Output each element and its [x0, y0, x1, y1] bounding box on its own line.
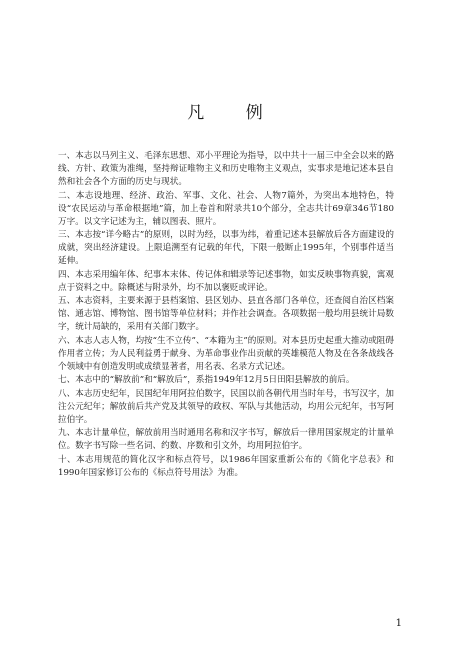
- paragraph: 一、本志以马列主义、毛泽东思想、邓小平理论为指导，以中共十一届三中全会以来的路线、方针、政策为准绳，坚持辩证唯物主义和历史唯物主义观点，实事求是地记述本县自然和社会各个方面的历史与现状。: [58, 151, 394, 187]
- paragraph: 九、本志计量单位，解放前用当时通用名称和汉字书写，解放后一律用国家规定的计量单位。数字书写除一些名词、约数、序数和引文外，均用阿拉伯字。: [58, 428, 394, 451]
- paragraph: 三、本志按“详今略古”的原则，以时为经，以事为纬，着重记述本县解放后各方面建设的成就，突出经济建设。上限追溯至有记载的年代，下限一般断止1995年，个别事件适当延伸。: [58, 230, 394, 266]
- paragraph: 五、本志资料，主要来源于县档案馆、县区划办、县直各部门各单位，还查阅自治区档案馆、通志馆、博物馆、图书馆等单位材料；并作社会调查。各项数据一般均用县统计局数字，统计局缺的，采用有关部门数字。: [58, 296, 394, 332]
- paragraph: 八、本志历史纪年，民国纪年用阿拉伯数字，民国以前各朝代用当时年号，书写汉字，加注公元纪年；解放前后共产党及其领导的政权、军队与其他活动，均用公元纪年，书写阿拉伯字。: [58, 388, 394, 425]
- paragraph: 二、本志设地理、经济、政治、军事、文化、社会、人物7篇外，为突出本地特色，特设“农民运动与革命根据地”篇，加上卷首和附录共10个部分，全志共计69章346节180万字。以文字记述为主，辅以图表、照片。: [58, 190, 394, 227]
- page-title: 凡 例: [187, 103, 281, 123]
- paragraph: 七、本志中的“解放前”和“解放后”，系指1949年12月5日田阳县解放的前后。: [58, 375, 355, 385]
- page-number: 1: [395, 618, 402, 629]
- document-body: [58, 150, 394, 480]
- paragraph: 四、本志采用编年体、纪事本末体、传记体和辑录等记述事物，如实反映事物真貌，寓观点于资料之中。除概述与附录外，均不加以褒贬或评论。: [58, 269, 394, 293]
- paragraph: 十、本志用规范的简化汉字和标点符号，以1986年国家重新公布的《简化字总表》和1990年国家修订公布的《标点符号用法》为准。: [58, 454, 394, 478]
- paragraph: 六、本志人志人物，均按“生不立传”、“本籍为主”的原则。对本县历史起重大推动或阻碍作用者立传；为人民利益勇于献身、为革命事业作出贡献的英雄模范人物及在各条战线各个领域中有创造发明或成绩显著者，用名表、名录方式记述。: [58, 335, 394, 372]
